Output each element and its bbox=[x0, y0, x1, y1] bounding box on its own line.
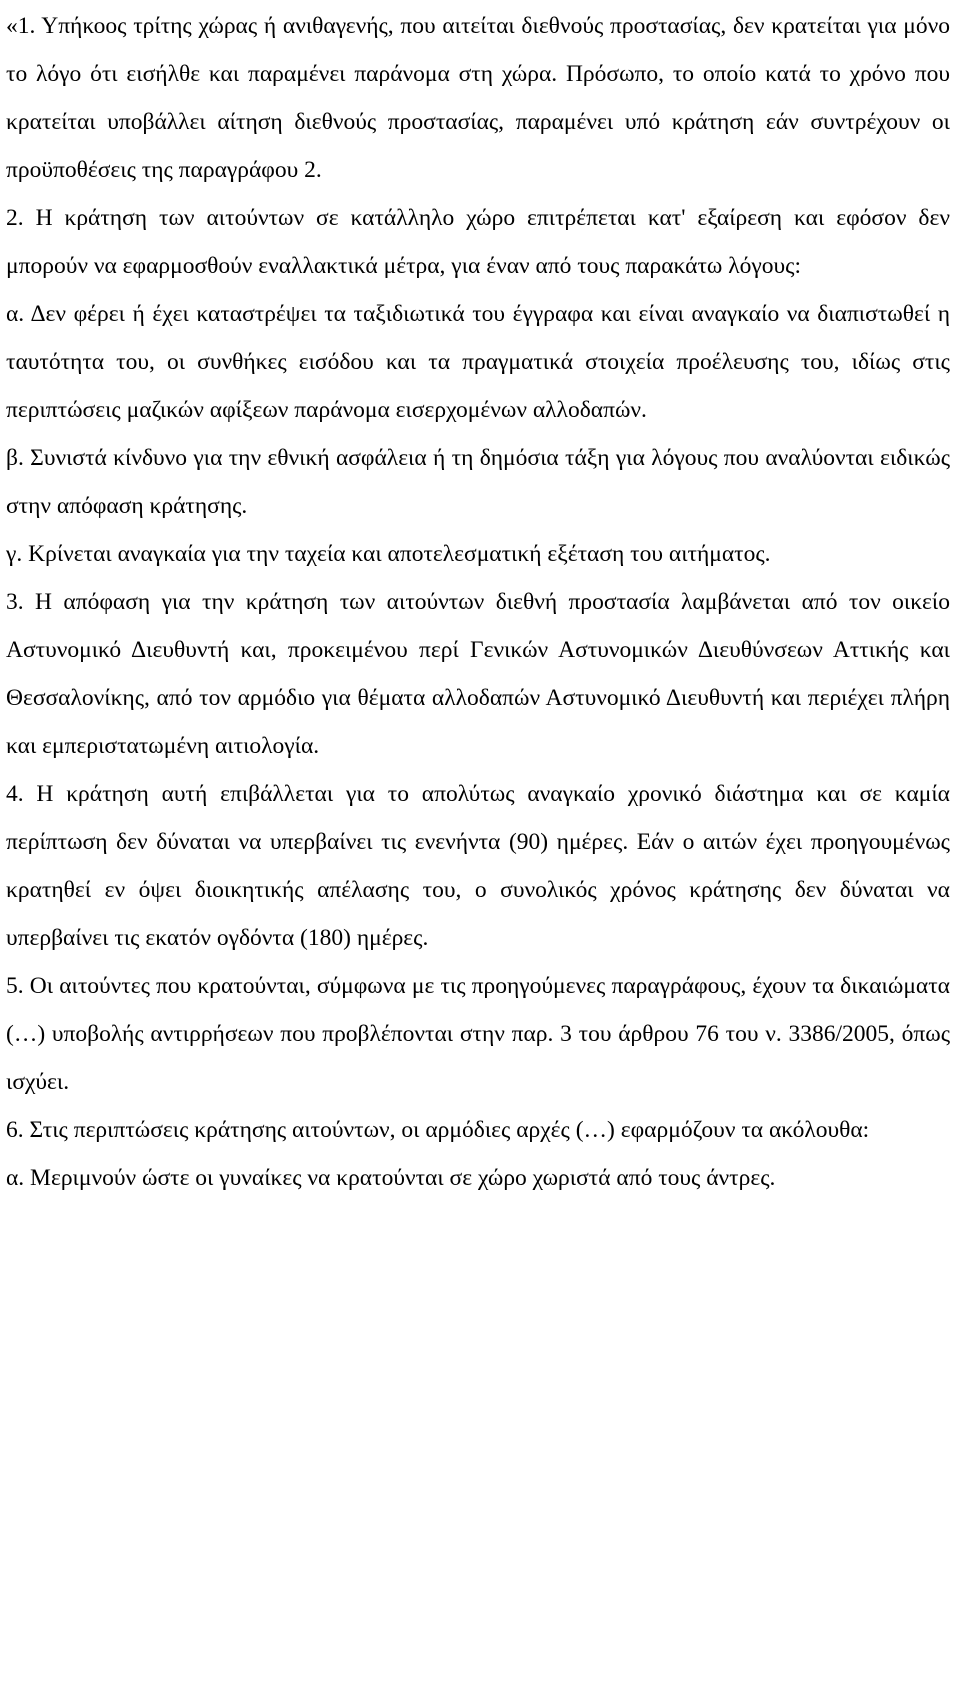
paragraph-2c: γ. Κρίνεται αναγκαία για την ταχεία και αποτελεσματική εξέταση του αιτήματος. bbox=[6, 541, 771, 567]
paragraph-6a: α. Μεριμνούν ώστε οι γυναίκες να κρατούνται σε χώρο χωριστά από τους άντρες. bbox=[6, 1165, 776, 1191]
paragraph-2a: α. Δεν φέρει ή έχει καταστρέψει τα ταξιδιωτικά του έγγραφα και είναι αναγκαίο να διαπιστωθεί η ταυτότητα του, οι συνθήκες εισόδου και τα πραγματικά στοιχεία προέλευσης του, ιδίως στις περιπτώσεις μαζικών αφίξεων παράνομα εισερχομένων αλλοδαπών. bbox=[6, 301, 950, 423]
paragraph-6: 6. Στις περιπτώσεις κράτησης αιτούντων, οι αρμόδιες αρχές (…) εφαρμόζουν τα ακόλουθα: bbox=[6, 1117, 870, 1143]
paragraph-2: 2. Η κράτηση των αιτούντων σε κατάλληλο χώρο επιτρέπεται κατ' εξαίρεση και εφόσον δεν μπορούν να εφαρμοσθούν εναλλακτικά μέτρα, για έναν από τους παρακάτω λόγους: bbox=[6, 205, 950, 279]
paragraph-1: «1. Υπήκοος τρίτης χώρας ή ανιθαγενής, που αιτείται διεθνούς προστασίας, δεν κρατείται για μόνο το λόγο ότι εισήλθε και παραμένει παράνομα στη χώρα. Πρόσωπο, το οποίο κατά το χρόνο που κρατείται υποβάλλει αίτηση διεθνούς προστασίας, παραμένει υπό κράτηση εάν συντρέχουν οι προϋποθέσεις της παραγράφου 2. bbox=[6, 13, 950, 183]
paragraph-3: 3. Η απόφαση για την κράτηση των αιτούντων διεθνή προστασία λαμβάνεται από τον οικείο Αστυνομικό Διευθυντή και, προκειμένου περί Γενικών Αστυνομικών Διευθύνσεων Αττικής και Θεσσαλονίκης, από τον αρμόδιο για θέματα αλλοδαπών Αστυνομικό Διευθυντή και περιέχει πλήρη και εμπεριστατωμένη αιτιολογία. bbox=[6, 589, 950, 759]
paragraph-2b: β. Συνιστά κίνδυνο για την εθνική ασφάλεια ή τη δημόσια τάξη για λόγους που αναλύονται ειδικώς στην απόφαση κράτησης. bbox=[6, 445, 950, 519]
paragraph-5: 5. Οι αιτούντες που κρατούνται, σύμφωνα με τις προηγούμενες παραγράφους, έχουν τα δικαιώματα (…) υποβολής αντιρρήσεων που προβλέπονται στην παρ. 3 του άρθρου 76 του ν. 3386/2005, όπως ισχύει. bbox=[6, 973, 950, 1095]
paragraph-4: 4. Η κράτηση αυτή επιβάλλεται για το απολύτως αναγκαίο χρονικό διάστημα και σε καμία περίπτωση δεν δύναται να υπερβαίνει τις ενενήντα (90) ημέρες. Εάν ο αιτών έχει προηγουμένως κρατηθεί εν όψει διοικητικής απέλασης του, ο συνολικός χρόνος κράτησης δεν δύναται να υπερβαίνει τις εκατόν ογδόντα (180) ημέρες. bbox=[6, 781, 950, 951]
